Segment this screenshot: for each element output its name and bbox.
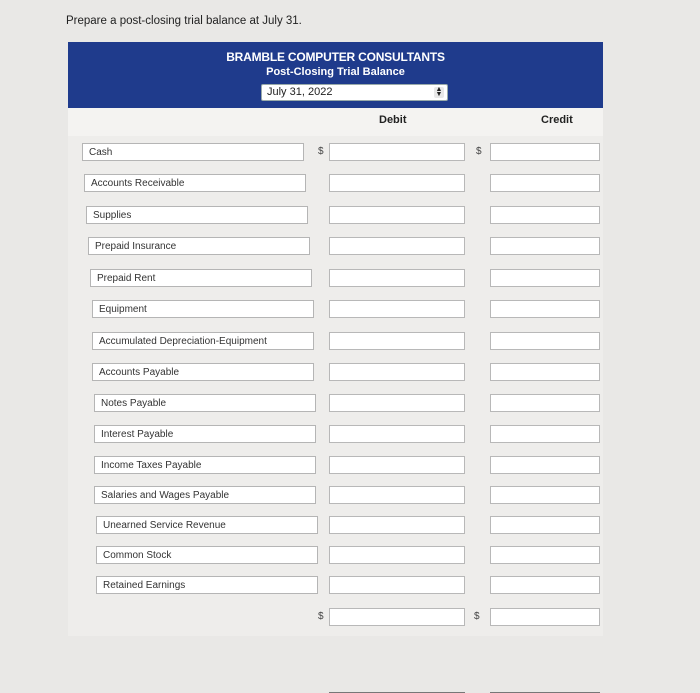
debit-input[interactable] bbox=[329, 456, 465, 474]
account-row bbox=[68, 394, 603, 414]
statement-title: Post-Closing Trial Balance bbox=[266, 66, 405, 78]
account-row bbox=[68, 363, 603, 383]
account-name-field[interactable]: Unearned Service Revenue bbox=[96, 516, 318, 534]
account-name-field[interactable]: Cash bbox=[82, 143, 304, 161]
credit-input[interactable] bbox=[490, 456, 600, 474]
account-name-field[interactable]: Accounts Receivable bbox=[84, 174, 306, 192]
date-dropdown[interactable] bbox=[261, 84, 448, 101]
account-row bbox=[68, 576, 603, 596]
credit-input[interactable] bbox=[490, 486, 600, 504]
debit-input[interactable] bbox=[329, 237, 465, 255]
trial-balance-panel bbox=[68, 42, 603, 636]
credit-input[interactable] bbox=[490, 516, 600, 534]
instruction-text: Prepare a post-closing trial balance at July 31. bbox=[66, 15, 302, 27]
credit-input[interactable] bbox=[490, 394, 600, 412]
account-row bbox=[68, 516, 603, 536]
account-name-field[interactable]: Prepaid Insurance bbox=[88, 237, 310, 255]
debit-input[interactable] bbox=[329, 269, 465, 287]
accounts-area bbox=[68, 136, 603, 636]
debit-input[interactable] bbox=[329, 546, 465, 564]
account-row bbox=[68, 546, 603, 566]
debit-input[interactable] bbox=[329, 206, 465, 224]
dropdown-arrows-icon: ▲ ▼ bbox=[435, 86, 443, 98]
credit-dollar-sign: $ bbox=[476, 146, 482, 157]
account-name-field[interactable]: Prepaid Rent bbox=[90, 269, 312, 287]
account-row bbox=[68, 174, 603, 194]
account-name-field[interactable]: Accounts Payable bbox=[92, 363, 314, 381]
statement-header bbox=[68, 42, 603, 108]
credit-input[interactable] bbox=[490, 269, 600, 287]
credit-input[interactable] bbox=[490, 206, 600, 224]
credit-input[interactable] bbox=[490, 300, 600, 318]
account-name-field[interactable]: Salaries and Wages Payable bbox=[94, 486, 316, 504]
debit-column-header: Debit bbox=[379, 114, 407, 126]
account-row bbox=[68, 269, 603, 289]
account-row bbox=[68, 300, 603, 320]
debit-input[interactable] bbox=[329, 425, 465, 443]
credit-total-input[interactable] bbox=[490, 608, 600, 626]
account-name-field[interactable]: Income Taxes Payable bbox=[94, 456, 316, 474]
debit-dollar-sign: $ bbox=[318, 146, 324, 157]
debit-input[interactable] bbox=[329, 486, 465, 504]
credit-input[interactable] bbox=[490, 425, 600, 443]
credit-input[interactable] bbox=[490, 143, 600, 161]
debit-input[interactable] bbox=[329, 576, 465, 594]
debit-input[interactable] bbox=[329, 174, 465, 192]
account-row bbox=[68, 237, 603, 257]
credit-input[interactable] bbox=[490, 576, 600, 594]
credit-column-header: Credit bbox=[541, 114, 573, 126]
debit-input[interactable] bbox=[329, 394, 465, 412]
account-row bbox=[68, 425, 603, 445]
account-row bbox=[68, 143, 603, 163]
debit-input[interactable] bbox=[329, 143, 465, 161]
credit-total-dollar-sign: $ bbox=[474, 611, 480, 622]
totals-row bbox=[68, 608, 603, 628]
debit-input[interactable] bbox=[329, 300, 465, 318]
account-name-field[interactable]: Supplies bbox=[86, 206, 308, 224]
credit-input[interactable] bbox=[490, 546, 600, 564]
debit-input[interactable] bbox=[329, 332, 465, 350]
company-name: BRAMBLE COMPUTER CONSULTANTS bbox=[226, 50, 445, 64]
account-row bbox=[68, 486, 603, 506]
credit-input[interactable] bbox=[490, 237, 600, 255]
account-name-field[interactable]: Equipment bbox=[92, 300, 314, 318]
account-row bbox=[68, 332, 603, 352]
debit-total-dollar-sign: $ bbox=[318, 611, 324, 622]
debit-total-input[interactable] bbox=[329, 608, 465, 626]
account-name-field[interactable]: Notes Payable bbox=[94, 394, 316, 412]
debit-input[interactable] bbox=[329, 516, 465, 534]
account-row bbox=[68, 206, 603, 226]
credit-input[interactable] bbox=[490, 363, 600, 381]
credit-input[interactable] bbox=[490, 174, 600, 192]
account-name-field[interactable]: Common Stock bbox=[96, 546, 318, 564]
account-name-field[interactable]: Retained Earnings bbox=[96, 576, 318, 594]
account-name-field[interactable]: Accumulated Depreciation-Equipment bbox=[92, 332, 314, 350]
date-dropdown-value: July 31, 2022 bbox=[267, 86, 333, 98]
debit-input[interactable] bbox=[329, 363, 465, 381]
account-row bbox=[68, 456, 603, 476]
account-name-field[interactable]: Interest Payable bbox=[94, 425, 316, 443]
credit-input[interactable] bbox=[490, 332, 600, 350]
